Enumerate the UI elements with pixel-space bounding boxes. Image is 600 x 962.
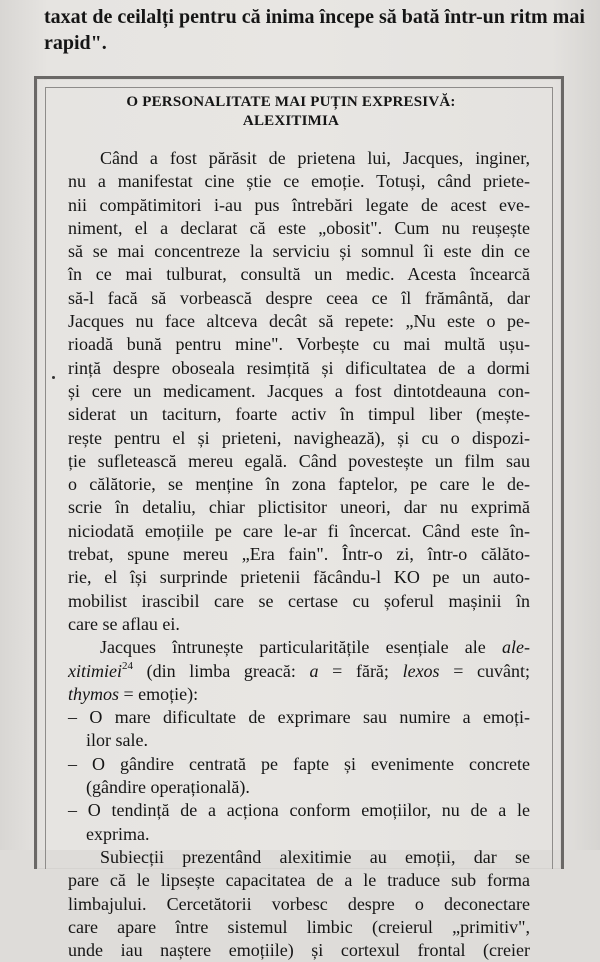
body-line: care apare între sistemul limbic (creierul „primitiv", [68, 916, 530, 937]
text-run: = fără; [318, 660, 403, 681]
body-line: să se mai concentreze la serviciu și somnul îi este din ce [68, 241, 530, 262]
bullet-line: – O mare dificultate de exprimare sau numire a emoți- [68, 707, 530, 728]
body-line: mobilist irascibil care se certase cu șoferul mașinii în [68, 590, 530, 611]
text-run: (din limba greacă: [132, 660, 310, 681]
body-line: Când a fost părăsit de prietena lui, Jacques, inginer, [100, 148, 530, 168]
body-line: niment, el a declarat că este „obosit". Cum nu reușește [68, 217, 530, 238]
text-run: = emoție): [119, 683, 199, 704]
body-line: scrie în detaliu, chiar plictisitor uneori, dar nu exprimă [68, 497, 530, 518]
bullet-line: (gândire operațională). [86, 777, 250, 798]
body-line: unde iau naștere emoțiile) și cortexul frontal (creier [68, 940, 530, 961]
intro-line: rapid". [44, 32, 107, 54]
term-alexitimia: xitimiei [68, 660, 122, 681]
body-line: limbajului. Cercetătorii vorbesc despre o deconectare [68, 893, 530, 914]
body-line: și cere un medicament. Jacques a fost dintotdeauna con- [68, 380, 530, 401]
box-title [48, 93, 534, 131]
term-a: a [309, 660, 319, 681]
body-line: care se aflau ei. [68, 613, 180, 634]
body-line: trebat, spune mereu „Era fain". Într-o zi, într-o călăto- [68, 544, 530, 565]
body-line: nu a manifestat cine știe ce emoție. Totuși, când priete- [68, 171, 530, 192]
body-line [68, 636, 530, 659]
body-line: Subiecții prezentând alexitimie au emoții, dar se [100, 846, 530, 867]
body-line [68, 683, 530, 706]
text-run: = cuvânt; [439, 660, 530, 681]
body-line: pare că le lipsește capacitatea de a le traduce sub forma [68, 870, 530, 891]
body-line: niciodată emoțiile pe care le-ar fi încercat. Când este în- [68, 520, 530, 541]
bullet-line: – O gândire centrată pe fapte și evenimente concrete [68, 753, 530, 774]
body-line: rește pentru el și prieteni, navighează), și cu o dispozi- [68, 427, 530, 448]
body-line: Jacques nu face altceva decât să repete: „Nu este o pe- [68, 311, 530, 332]
body-line: rință despre oboseala resimțită și dificultatea de a dormi [68, 357, 530, 378]
box-body [68, 147, 530, 962]
box-title-line: O PERSONALITATE MAI PUȚIN EXPRESIVĂ: [126, 94, 456, 110]
body-line: rioadă bună pentru mine". Vorbește cu mai multă ușu- [68, 334, 530, 355]
body-line: în ce mai tulburat, consultă un medic. Acesta încearcă [68, 264, 530, 285]
body-line: nii compătimitori i-au pus întrebări legate de acest eve- [68, 194, 530, 215]
term-thymos: thymos [68, 683, 119, 704]
body-line: rie, el își surprinde prietenii făcându-l KO pe un auto- [68, 567, 530, 588]
term-lexos: lexos [402, 660, 440, 681]
bullet-line: ilor sale. [86, 730, 148, 751]
term-alexitimia: ale- [502, 637, 530, 658]
body-line: o călătorie, se menține în zona faptelor, pe care le de- [68, 474, 530, 495]
body-line [68, 660, 530, 683]
bullet-line: exprima. [86, 823, 150, 844]
body-line: siderat un taciturn, foarte activ în timpul liber (mește- [68, 404, 530, 425]
body-line: să-l facă să vorbească despre ceea ce îl frământă, dar [68, 287, 530, 308]
intro-line: taxat de ceilalți pentru că inima începe să bată într-un ritm mai [44, 6, 585, 28]
footnote-ref: 24 [121, 659, 133, 672]
intro-paragraph [44, 4, 584, 56]
bullet-line: – O tendință de a acționa conform emoțiilor, nu de a le [68, 800, 530, 821]
text-run: Jacques întrunește particularitățile esențiale ale [100, 637, 503, 658]
margin-dot [52, 376, 55, 379]
box-title-line: ALEXITIMIA [242, 113, 340, 129]
body-line: ție sufletească mereu egală. Când povestește un film sau [68, 450, 530, 471]
